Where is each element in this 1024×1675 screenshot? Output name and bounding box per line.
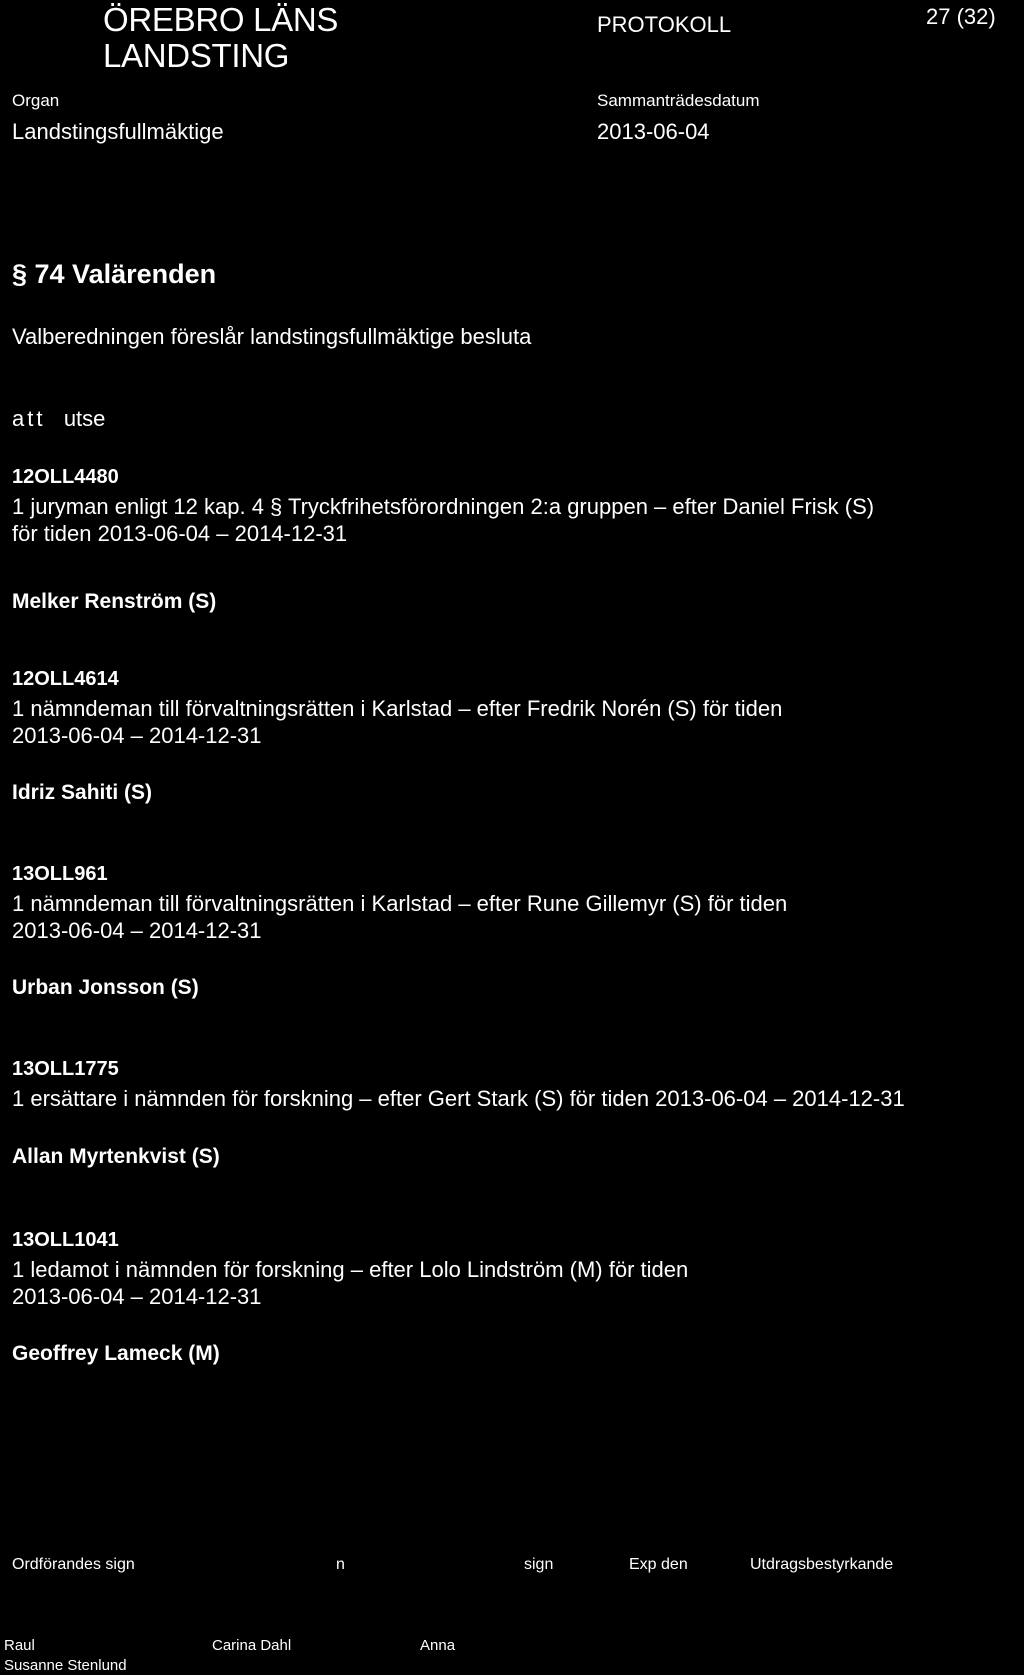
org-name-line1: ÖREBRO LÄNS — [103, 1, 339, 38]
signature-raul: Raul — [4, 1637, 35, 1654]
item-code: 13OLL1775 — [12, 1058, 119, 1080]
footer-label-n: n — [336, 1556, 345, 1573]
signature-carina: Carina Dahl — [212, 1637, 292, 1654]
item-code: 12OLL4614 — [12, 668, 119, 690]
item-line2: 2013-06-04 – 2014-12-31 — [12, 1284, 262, 1309]
item-line1: 1 juryman enligt 12 kap. 4 § Tryckfrihetsförordningen 2:a gruppen – efter Daniel Frisk (S) — [12, 494, 875, 519]
item-code: 12OLL4480 — [12, 466, 119, 488]
signature-susanne: Susanne Stenlund — [4, 1657, 127, 1674]
item-line1: 1 nämndeman till förvaltningsrätten i Karlstad – efter Fredrik Norén (S) för tiden — [12, 696, 783, 721]
item-person: Melker Renström (S) — [12, 590, 217, 613]
att-word: att — [12, 406, 46, 431]
item-code: 13OLL1041 — [12, 1229, 119, 1251]
item-line1: 1 nämndeman till förvaltningsrätten i Karlstad – efter Rune Gillemyr (S) för tiden — [12, 891, 788, 916]
chair-sign-label: Ordförandes sign — [12, 1556, 135, 1573]
sign-label: sign — [524, 1556, 554, 1573]
item-person: Urban Jonsson (S) — [12, 976, 199, 999]
item-line2: 2013-06-04 – 2014-12-31 — [12, 723, 262, 748]
item-person: Geoffrey Lameck (M) — [12, 1342, 220, 1365]
item-line2: 2013-06-04 – 2014-12-31 — [12, 918, 262, 943]
exp-date-label: Exp den — [629, 1556, 688, 1573]
section-title: § 74 Valärenden — [12, 259, 217, 289]
section-intro: Valberedningen föreslår landstingsfullmäktige besluta — [12, 324, 532, 349]
item-person: Idriz Sahiti (S) — [12, 781, 153, 804]
date-label: Sammanträdesdatum — [597, 91, 760, 110]
doc-type: PROTOKOLL — [597, 12, 732, 37]
signature-anna: Anna — [420, 1637, 456, 1654]
extract-certified-label: Utdragsbestyrkande — [750, 1556, 894, 1573]
item-line1: 1 ersättare i nämnden för forskning – efter Gert Stark (S) för tiden 2013-06-04 – 2014-12-31 — [12, 1086, 905, 1111]
item-line1: 1 ledamot i nämnden för forskning – efter Lolo Lindström (M) för tiden — [12, 1257, 689, 1282]
date-value: 2013-06-04 — [597, 119, 710, 144]
item-line2: för tiden 2013-06-04 – 2014-12-31 — [12, 521, 348, 546]
organ-value: Landstingsfullmäktige — [12, 119, 224, 144]
item-code: 13OLL961 — [12, 863, 108, 885]
att-clause — [12, 405, 105, 432]
organ-label: Organ — [12, 91, 60, 110]
att-text: utse — [63, 406, 106, 431]
page-number: 27 (32) — [926, 4, 996, 29]
org-name-line2: LANDSTING — [103, 37, 290, 74]
item-person: Allan Myrtenkvist (S) — [12, 1145, 220, 1168]
